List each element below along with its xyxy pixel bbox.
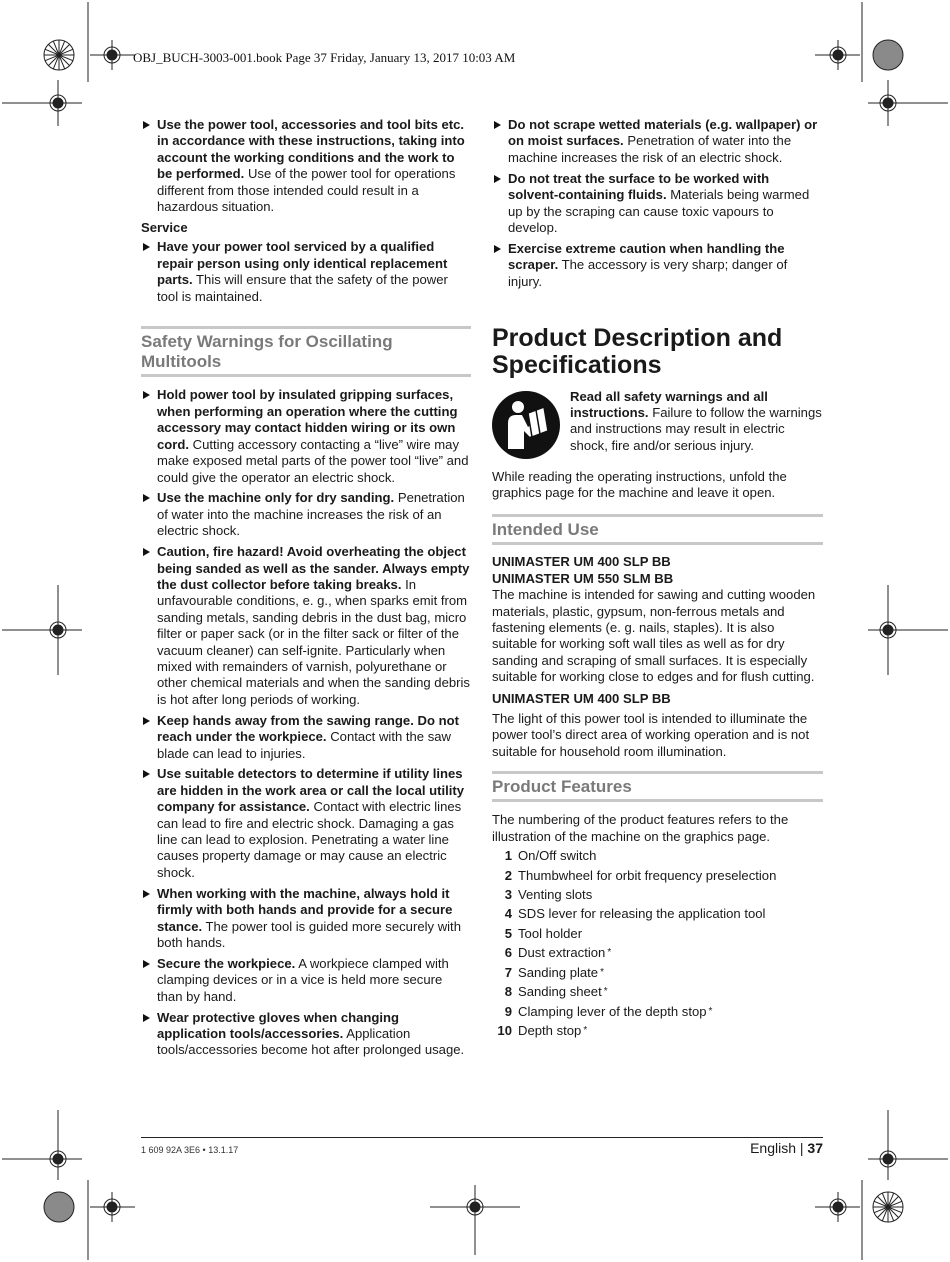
footer-separator: | [799,1140,804,1156]
feature-label: Tool holder [518,925,583,941]
bullet-bold: Secure the workpiece. [157,955,296,971]
bullet-item [141,387,471,485]
bullet-bold: Do not treat the surface to be worked with solvent-containing fluids. [508,170,770,203]
product-features-heading: Product Features [492,771,823,802]
bullet-bold: Hold power tool by insulated gripping surfaces, when performing an operation where the cutting accessory may contact hidden wiring or its own cord. [157,387,458,452]
bullet-arrow-icon [143,717,150,725]
bullet-arrow-icon [143,391,150,399]
feature-asterisk: * [607,947,612,959]
safety-warnings-heading: Safety Warnings for Oscillating Multitools [141,326,471,377]
bullet-bold: Do not scrape wetted materials (e.g. wallpaper) or on moist surfaces. [508,117,818,149]
bullet-bold: Have your power tool serviced by a qualified repair person using only identical replacement parts. [157,239,448,288]
bullet-item [492,241,823,290]
bullet-arrow-icon [143,770,150,778]
feature-label: Dust extraction [518,945,606,961]
feature-label: Thumbwheel for orbit frequency preselection [518,867,777,883]
feature-item [492,848,823,864]
footer-rule [141,1137,823,1138]
unfold-text: While reading the operating instructions, unfold the graphics page for the machine and leave it open. [492,468,787,500]
bullet-arrow-icon [143,494,150,502]
feature-number: 2 [504,867,512,883]
read-manual-icon [492,391,560,459]
intended-use-text: The machine is intended for sawing and cutting wooden materials, plastic, gypsum, non-ferrous metals and fastening elements (e. g. nails, staples). It is also suitable for working soft wall tiles as well as for dry sanding and scraping of small surfaces. It is especially suitable for working close to edges and for flush cutting. [492,587,816,685]
bullet-text: This will ensure that the safety of the power tool is maintained. [157,272,448,304]
feature-item [492,906,823,922]
model-name-light: UNIMASTER UM 400 SLP BB [492,690,671,706]
read-note-rest: Failure to follow the warnings and instructions may result in electric shock, fire and/or serious injury. [570,404,822,453]
right-top-bullets [492,117,823,290]
light-text: The light of this power tool is intended to illuminate the power tool’s direct area of working operation and is not suitable for household room illumination. [492,711,810,759]
bullet-item [141,713,471,762]
bullet-bold: Exercise extreme caution when handling the scraper. [508,240,785,273]
features-list [492,848,823,1039]
product-description-heading: Product Description and Specifications [492,323,783,379]
feature-item [492,984,823,1000]
footer-page-info [700,1140,823,1156]
bullet-text: Penetration of water into the machine increases the risk of an electric shock. [157,490,465,539]
feature-number: 9 [504,1003,512,1019]
bullet-item [141,117,471,215]
bullet-arrow-icon [143,960,150,968]
bullet-item [141,956,471,1005]
bullet-arrow-icon [494,245,501,253]
feature-asterisk: * [583,1025,588,1037]
feature-number: 5 [504,925,512,941]
feature-number: 10 [497,1023,512,1039]
feature-item [492,887,823,903]
page-number: 37 [807,1140,823,1156]
bullet-bold: Use the machine only for dry sanding. [157,490,395,506]
feature-item [492,1023,823,1039]
bullet-item [141,1010,471,1059]
bullet-arrow-icon [494,121,501,129]
feature-label: Depth stop [518,1023,582,1039]
left-column [141,117,471,1063]
bullet-bold: Caution, fire hazard! Avoid overheating the object being sanded as well as the sander. Always empty the dust collector before taking breaks. [157,544,470,592]
bullet-text: Use of the power tool for operations different from those intended could result in a hazardous situation. [157,166,456,215]
bullet-item [141,490,471,539]
bullet-item [141,239,471,305]
feature-number: 4 [504,906,512,922]
feature-label: Sanding plate [518,964,599,980]
model-name: UNIMASTER UM 400 SLP BB [492,554,671,570]
print-header: OBJ_BUCH-3003-001.book Page 37 Friday, January 13, 2017 10:03 AM [133,50,516,65]
feature-item [492,945,823,961]
bullet-text: A workpiece clamped with clamping devices or in a vice is held more secure than by hand. [157,955,449,1004]
feature-number: 1 [504,848,512,864]
safety-bullets [141,387,471,1058]
bullet-bold: Use the power tool, accessories and tool bits etc. in accordance with these instructions, taking into account the working conditions and the work to be performed. [157,117,465,182]
feature-number: 8 [504,984,512,1000]
feature-item [492,868,823,884]
feature-item [492,1004,823,1020]
bullet-text: Penetration of water into the machine increases the risk of an electric shock. [508,133,792,165]
bullet-bold: Use suitable detectors to determine if utility lines are hidden in the work area or call the local utility company for assistance. [157,766,465,815]
feature-asterisk: * [708,1005,713,1017]
read-instructions-note [492,389,823,459]
bullet-arrow-icon [494,175,501,183]
bullet-text: Application tools/accessories become hot after prolonged usage. [157,1026,465,1058]
feature-item [492,926,823,942]
bullet-text: The accessory is very sharp; danger of injury. [508,257,788,289]
features-intro: The numbering of the product features refers to the illustration of the machine on the graphics page. [492,812,789,844]
bullet-item [141,766,471,881]
bullet-item [492,171,823,237]
bullet-item [492,117,823,166]
read-note-bold: Read all safety warnings and all instructions. [570,388,768,420]
bullet-text: Contact with the saw blade can lead to injuries. [157,729,452,761]
bullet-bold: Keep hands away from the sawing range. Do not reach under the workpiece. [157,712,459,745]
feature-item [492,965,823,981]
feature-number: 7 [504,964,512,980]
bullet-arrow-icon [143,548,150,556]
right-column [492,117,823,1043]
bullet-text: Cutting accessory contacting a “live” wire may make exposed metal parts of the power tool “live” and could give the operator an electric shock. [157,436,469,485]
bullet-text: In unfavourable conditions, e. g., when sparks emit from sanding metals, sanding debris in the dust bag, micro filter or paper sack (or in the filter sack or filter of the vacuum cleaner) can self-ignite. Particularly when mixed with remainders of varnish, polyurethane or other chemical materials and when the sanding debris is hot after long periods of working. [157,576,470,707]
footer-language: English [750,1140,796,1156]
footer-code: 1 609 92A 3E6 • 13.1.17 [141,1145,239,1155]
bullet-bold: When working with the machine, always hold it firmly with both hands and provide for a secure stance. [157,885,453,934]
service-bullets [141,239,471,305]
bullet-bold: Wear protective gloves when changing application tools/accessories. [157,1009,400,1041]
bullet-text: The power tool is guided more securely with both hands. [157,918,461,950]
feature-number: 6 [504,945,512,961]
feature-label: Sanding sheet [518,984,602,1000]
bullet-arrow-icon [143,243,150,251]
feature-label: On/Off switch [518,848,597,864]
left-top-bullets [141,117,471,215]
feature-label: SDS lever for releasing the application tool [518,906,766,922]
bullet-arrow-icon [143,121,150,129]
bullet-item [141,544,471,708]
bullet-text: Materials being warmed up by the scraping can cause toxic vapours to develop. [508,187,810,235]
feature-number: 3 [504,886,512,902]
feature-label: Clamping lever of the depth stop [518,1003,707,1019]
bullet-arrow-icon [143,890,150,898]
read-note-text [570,389,823,459]
feature-asterisk: * [600,966,604,978]
service-heading: Service [141,219,188,235]
model-name: UNIMASTER UM 550 SLM BB [492,570,674,586]
feature-asterisk: * [603,986,608,998]
intended-use-heading: Intended Use [492,514,823,545]
bullet-arrow-icon [143,1014,150,1022]
bullet-item [141,886,471,952]
bullet-text: Contact with electric lines can lead to fire and electric shock. Damaging a gas line can lead to explosion. Penetrating a water line causes property damage or may cause an electric shock. [157,799,462,880]
feature-label: Venting slots [518,886,593,902]
